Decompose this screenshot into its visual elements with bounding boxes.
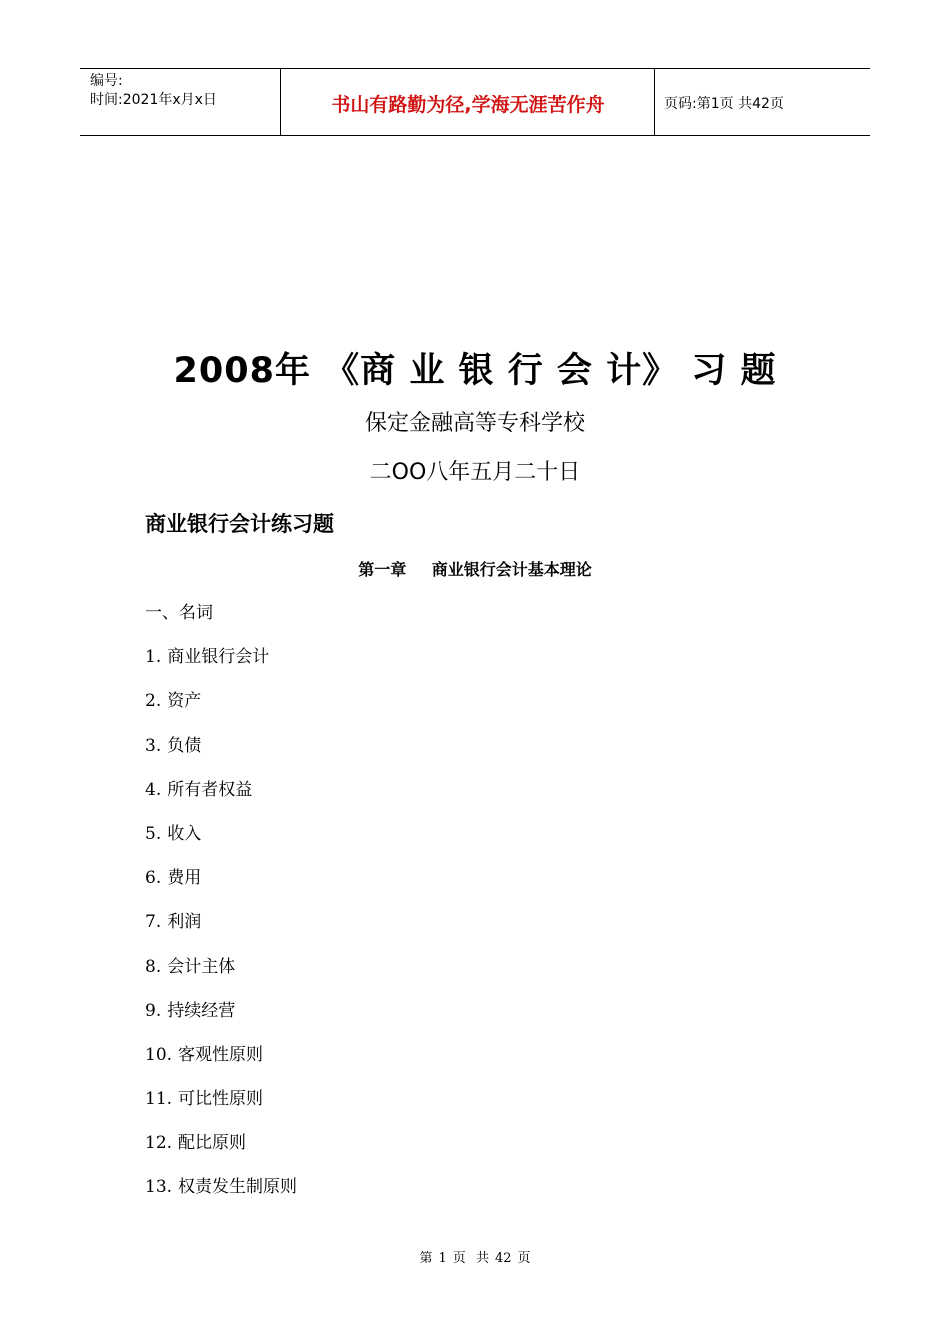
footer-total-prefix: 共	[475, 1251, 489, 1266]
time-label: 时间:2021年x月x日	[90, 92, 217, 108]
header-divider	[654, 69, 655, 135]
item-number: 3.	[145, 735, 162, 756]
item-text: 权责发生制原则	[178, 1177, 298, 1198]
item-number: 5.	[145, 823, 162, 844]
section-title: 商业银行会计练习题	[145, 512, 334, 536]
list-item	[145, 909, 297, 953]
item-text: 商业银行会计	[167, 647, 270, 668]
item-text: 利润	[167, 912, 202, 933]
item-number: 1.	[145, 647, 162, 668]
document-title: 2008年 《商 业 银 行 会 计》 习 题	[173, 351, 777, 391]
number-label: 编号:	[90, 73, 123, 89]
item-text: 客观性原则	[178, 1044, 264, 1065]
footer-page-unit: 页	[452, 1251, 466, 1266]
item-text: 资产	[167, 691, 202, 712]
item-number: 7.	[145, 912, 162, 933]
item-text: 收入	[167, 823, 202, 844]
list-item	[145, 865, 297, 909]
header-table	[80, 68, 870, 136]
header-page-info: 页码:第1页 共42页	[664, 96, 784, 112]
item-text: 可比性原则	[178, 1089, 264, 1110]
document-date: 二OO八年五月二十日	[369, 460, 581, 485]
part-heading	[145, 600, 297, 644]
header-meta	[90, 72, 217, 110]
list-item	[145, 954, 297, 998]
item-text: 费用	[167, 868, 202, 889]
institution-name: 保定金融高等专科学校	[364, 411, 585, 436]
chapter-name: 商业银行会计基本理论	[431, 560, 592, 579]
item-number: 13.	[145, 1177, 173, 1198]
item-number: 2.	[145, 691, 162, 712]
item-number: 8.	[145, 956, 162, 977]
chapter-title	[0, 557, 950, 580]
list-item	[145, 998, 297, 1042]
list-item	[145, 821, 297, 865]
item-text: 配比原则	[178, 1133, 247, 1154]
list-item	[145, 644, 297, 688]
terms-list	[145, 600, 297, 1219]
list-item	[145, 1130, 297, 1174]
list-item	[145, 733, 297, 777]
item-text: 持续经营	[167, 1000, 236, 1021]
list-item	[145, 1174, 297, 1218]
page-footer	[0, 1247, 950, 1266]
item-number: 9.	[145, 1000, 162, 1021]
list-item	[145, 688, 297, 732]
item-text: 会计主体	[167, 956, 236, 977]
list-item	[145, 1086, 297, 1130]
item-number: 6.	[145, 868, 162, 889]
item-text: 负债	[167, 735, 202, 756]
part-heading-text: 一、名词	[145, 603, 213, 623]
item-text: 所有者权益	[167, 779, 253, 800]
footer-total-num: 42	[494, 1251, 512, 1266]
footer-total-unit: 页	[517, 1251, 531, 1266]
footer-page-prefix: 第	[419, 1251, 433, 1266]
header-divider	[280, 69, 281, 135]
item-number: 12.	[145, 1133, 173, 1154]
item-number: 11.	[145, 1089, 173, 1110]
chapter-number: 第一章	[358, 560, 407, 579]
list-item	[145, 777, 297, 821]
footer-page-num: 1	[438, 1251, 447, 1266]
item-number: 10.	[145, 1044, 173, 1065]
list-item	[145, 1042, 297, 1086]
header-motto: 书山有路勤为径,学海无涯苦作舟	[331, 93, 605, 116]
item-number: 4.	[145, 779, 162, 800]
